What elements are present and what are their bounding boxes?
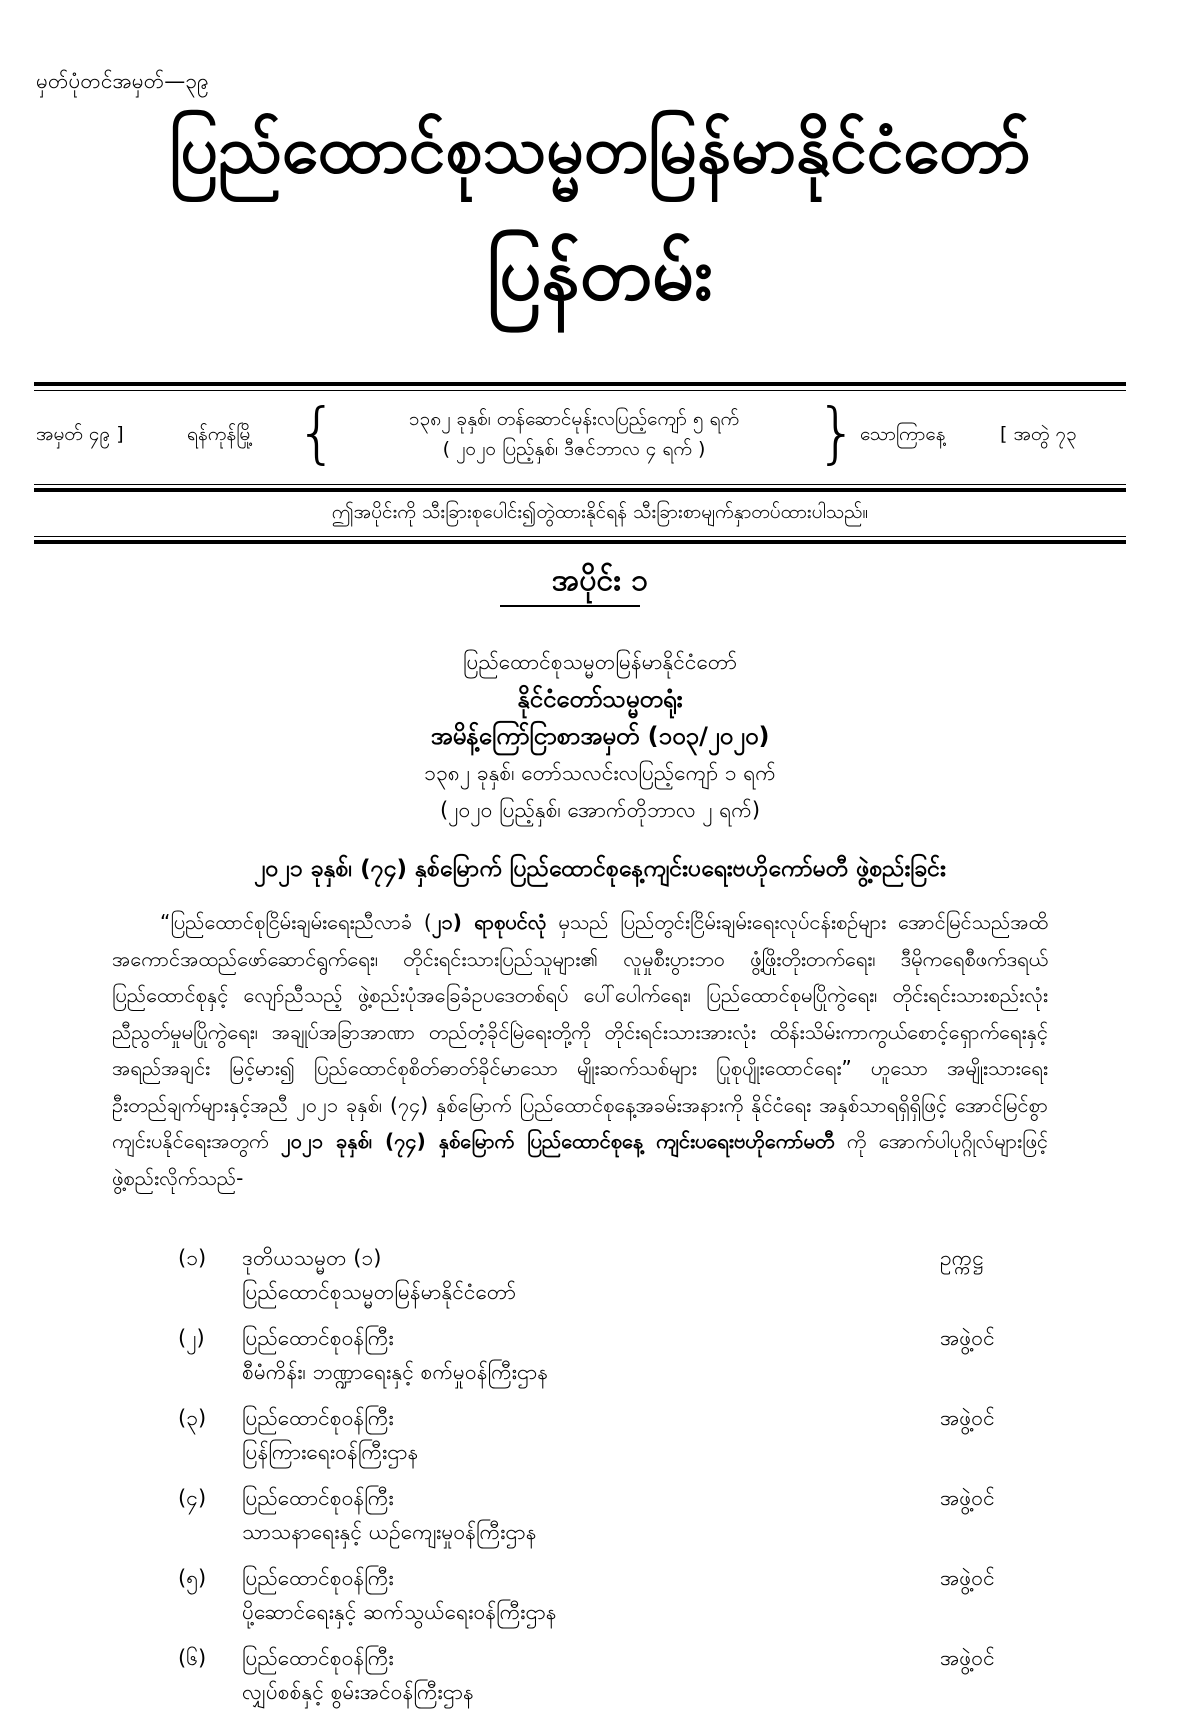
issue-number: အမှတ် ၄၉ ] <box>36 423 124 445</box>
member-title: ပြည်ထောင်စုဝန်ကြီး <box>242 1406 394 1430</box>
member-title: ဒုတိယသမ္မတ (၁) <box>242 1246 382 1270</box>
member-department: ပြည်ထောင်စုသမ္မတမြန်မာနိုင်ငံတော် <box>242 1280 517 1304</box>
member-item <box>0 1640 1200 1714</box>
member-item <box>0 1240 1200 1314</box>
member-item <box>0 1560 1200 1634</box>
part-heading-underline <box>500 605 640 607</box>
member-number: (၆) <box>178 1646 207 1670</box>
order-date-myanmar: ၁၃၈၂ ခုနှစ်၊ တော်သလင်းလပြည့်ကျော် ၁ ရက် <box>424 761 776 785</box>
body-text-3: ကို အောက်ပါပုဂ္ဂိုလ်များဖြင့် ဖွဲ့စည်းလိုက်သည်- <box>112 1129 1048 1190</box>
member-role: အဖွဲ့ဝင် <box>940 1326 995 1350</box>
mid-thin-rule <box>34 484 1126 485</box>
member-department: သာသနာရေးနှင့် ယဉ်ကျေးမှုဝန်ကြီးဌာန <box>242 1520 537 1544</box>
gazette-title: ပြည်ထောင်စုသမ္မတမြန်မာနိုင်ငံတော် <box>169 111 1031 188</box>
right-brace: } <box>816 394 858 471</box>
body-bold-1: ၂၁) ရာစုပင်လုံ <box>431 910 547 934</box>
issue-date <box>334 404 814 464</box>
top-thick-rule <box>34 382 1126 386</box>
member-department: လျှပ်စစ်နှင့် စွမ်းအင်ဝန်ကြီးဌာန <box>242 1680 474 1704</box>
member-department: ပို့ဆောင်ရေးနှင့် ဆက်သွယ်ရေးဝန်ကြီးဌာန <box>242 1600 557 1624</box>
member-role: အဖွဲ့ဝင် <box>940 1486 995 1510</box>
gazette-subtitle: ပြန်တမ်း <box>486 231 714 317</box>
member-item <box>0 1320 1200 1394</box>
order-number: အမိန့်ကြော်ငြာစာအမှတ် (၁၀၃/၂၀၂၀) <box>430 722 770 750</box>
separate-pages-notice: ဤအပိုင်းကို သီးခြားစုပေါင်း၍တွဲထားနိုင်ရန် သီးခြားစာမျက်နှာတပ်ထားပါသည်။ <box>331 501 869 523</box>
member-item <box>0 1480 1200 1554</box>
state-name: ပြည်ထောင်စုသမ္မတမြန်မာနိုင်ငံတော် <box>462 650 737 674</box>
body-bold-2: ၂၀၂၁ ခုနှစ်၊ (၇၄) နှစ်မြောက် ပြည်ထောင်စုနေ့ ကျင်းပရေးဗဟိုကော်မတီ <box>280 1129 835 1153</box>
member-number: (၄) <box>178 1486 207 1510</box>
member-title: ပြည်ထောင်စုဝန်ကြီး <box>242 1326 394 1350</box>
registration-number: မှတ်ပုံတင်အမှတ်—၃၉ <box>36 69 209 93</box>
member-title: ပြည်ထောင်စုဝန်ကြီး <box>242 1486 394 1510</box>
member-number: (၅) <box>178 1566 207 1590</box>
office-name: နိုင်ငံတော်သမ္မတရုံး <box>517 685 683 713</box>
member-department: ပြန်ကြားရေးဝန်ကြီးဌာန <box>242 1440 419 1464</box>
issue-date-myanmar: ၁၃၈၂ ခုနှစ်၊ တန်ဆောင်မုန်းလပြည့်ကျော် ၅ ရက် <box>408 408 740 430</box>
volume-number: [ အတွဲ ၇၃ <box>1000 423 1077 445</box>
order-subject: ၂၀၂၁ ခုနှစ်၊ (၇၄) နှစ်မြောက် ပြည်ထောင်စုနေ့ကျင်းပရေးဗဟိုကော်မတီ ဖွဲ့စည်းခြင်း <box>254 856 946 882</box>
member-title: ပြည်ထောင်စုဝန်ကြီး <box>242 1566 394 1590</box>
part-heading: အပိုင်း ၁ <box>551 563 649 598</box>
member-role: အဖွဲ့ဝင် <box>940 1646 995 1670</box>
left-brace: { <box>296 394 338 471</box>
order-body-paragraph <box>112 904 1048 1196</box>
order-header <box>0 644 1200 829</box>
issue-info-row <box>34 394 1126 478</box>
member-role: အဖွဲ့ဝင် <box>940 1406 995 1430</box>
mid-thick-rule <box>34 488 1126 492</box>
issue-date-western: ( ၂၀၂၀ ပြည့်နှစ်၊ ဒီဇင်ဘာလ ၄ ရက် ) <box>442 438 706 460</box>
member-number: (၃) <box>178 1406 207 1430</box>
member-number: (၂) <box>178 1326 205 1350</box>
order-date-western: (၂၀၂၀ ပြည့်နှစ်၊ အောက်တိုဘာလ ၂ ရက်) <box>439 798 761 822</box>
weekday: သောကြာနေ့ <box>860 423 946 445</box>
member-item <box>0 1400 1200 1474</box>
notice-thin-rule <box>34 536 1126 537</box>
city-name: ရန်ကုန်မြို့ <box>187 423 254 445</box>
member-number: (၁) <box>178 1246 207 1270</box>
top-thin-rule <box>34 390 1126 391</box>
body-text-2: မှသည် ပြည်တွင်းငြိမ်းချမ်းရေးလုပ်ငန်းစဉ်များ အောင်မြင်သည်အထိ အကောင်အထည်ဖော်ဆောင်ရွက်ရေး၊ တိုင်းရင်းသားပြည်သူများ၏ လူမှုစီးပွားဘဝ ဖွံ့ဖြိုးတိုးတက်ရေး၊ ဒီမိုကရေစီဖက်ဒရယ်ပြည်ထောင်စုနှင့် လျော်ညီသည့် ဖွဲ့စည်းပုံအခြေခံဥပဒေတစ်ရပ် ပေါ်ပေါက်ရေး၊ ပြည်ထောင်စုမပြိုကွဲရေး၊ တိုင်းရင်းသားစည်းလုံးညီညွတ်မှုမပြိုကွဲရေး၊ အချုပ်အခြာအာဏာ တည်တံ့ခိုင်မြဲရေးတို့ကို တိုင်းရင်းသားအားလုံး ထိန်းသိမ်းကာကွယ်စောင့်ရှောက်ရေးနှင့် အရည်အချင်း မြင့်မား၍ ပြည်ထောင်စုစိတ်ဓာတ်ခိုင်မာသော မျိုးဆက်သစ်များ ပြုစုပျိုးထောင်ရေး” ဟူသော အမျိုးသားရေး ဦးတည်ချက်များနှင့်အညီ ၂၀၂၁ ခုနှစ်၊ (၇၄) နှစ်မြောက် ပြည်ထောင်စုနေ့အခမ်းအနားကို နိုင်ငံရေး အနှစ်သာရရှိရှိဖြင့် အောင်မြင်စွာကျင်းပနိုင်ရေးအတွက် <box>112 910 1048 1153</box>
member-department: စီမံကိန်း၊ ဘဏ္ဍာရေးနှင့် စက်မှုဝန်ကြီးဌာန <box>242 1360 549 1384</box>
body-text-1: “ပြည်ထောင်စုငြိမ်းချမ်းရေးညီလာခံ ( <box>160 910 432 934</box>
member-role: အဖွဲ့ဝင် <box>940 1566 995 1590</box>
notice-thick-rule <box>34 540 1126 544</box>
member-role: ဥက္ကဋ္ဌ <box>940 1246 984 1270</box>
member-title: ပြည်ထောင်စုဝန်ကြီး <box>242 1646 394 1670</box>
